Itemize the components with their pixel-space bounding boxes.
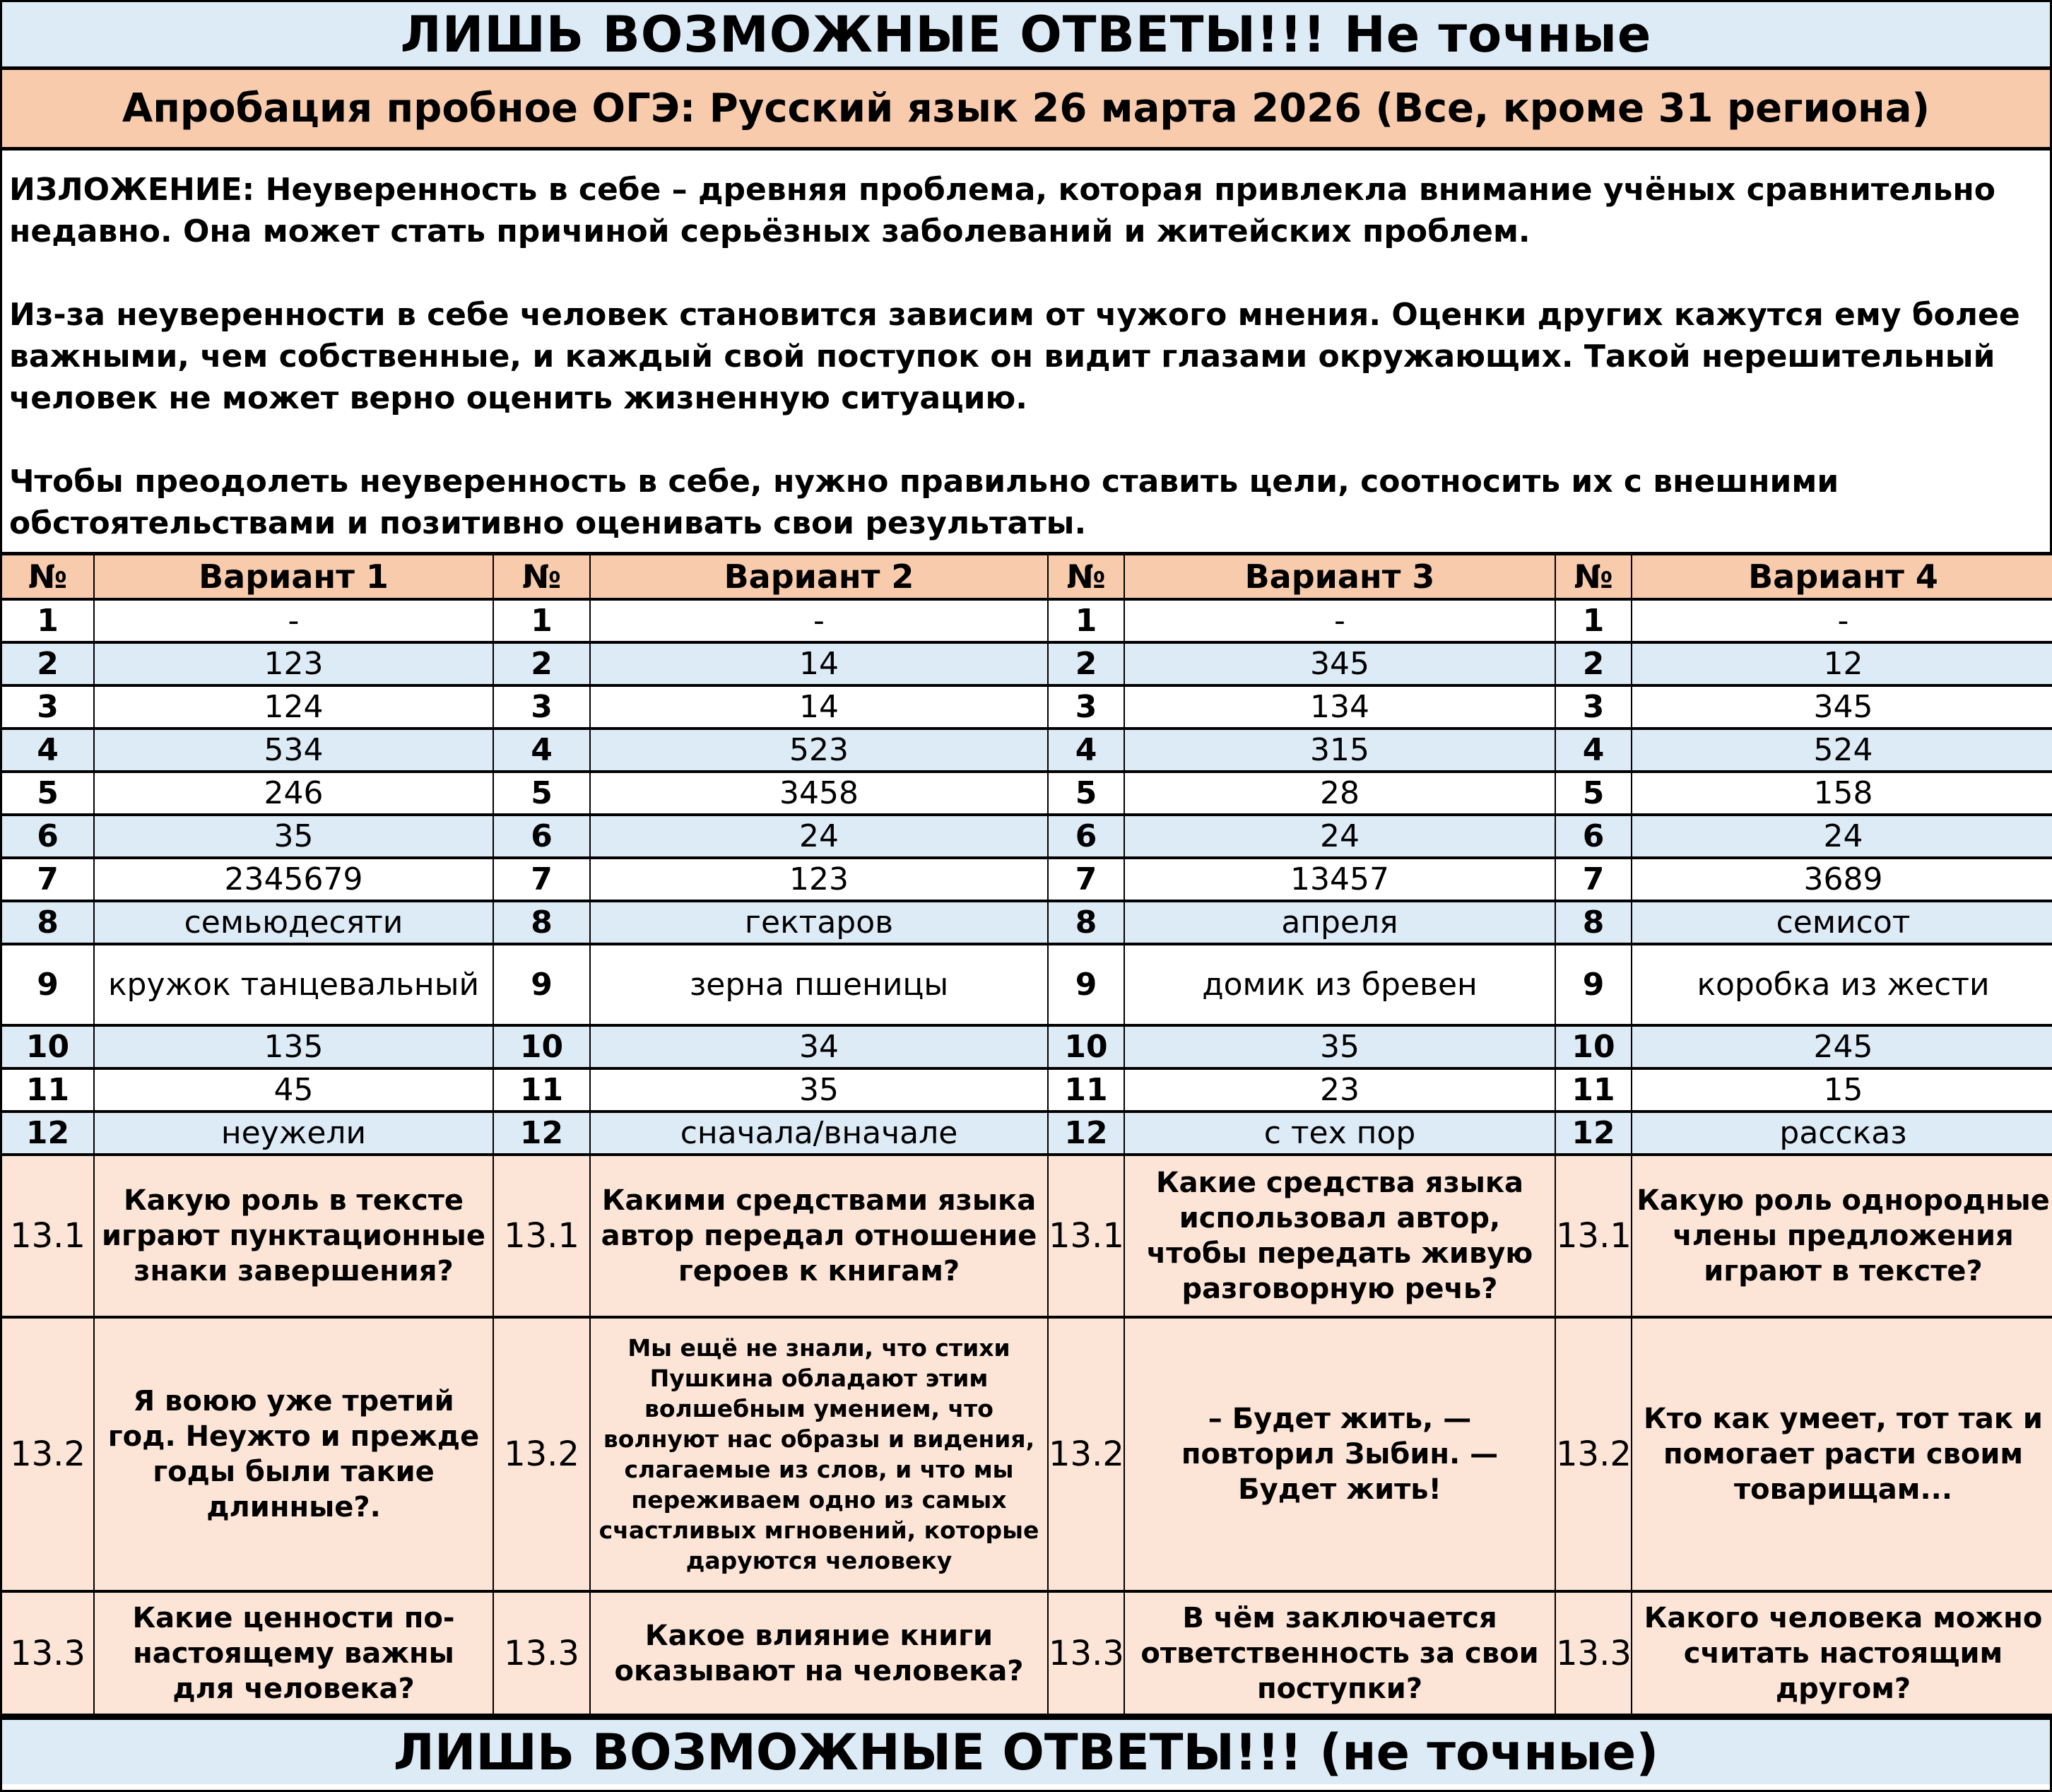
table-row xyxy=(2,944,2052,1025)
task-number: 8 xyxy=(2,901,94,944)
summary-paragraph: Из-за неуверенности в себе человек становится зависим от чужого мнения. Оценки других кажутся ему более важными, чем собственные, и каждый свой поступок он видит глазами окружающих. Такой нерешительный человек не может верно оценить жизненную ситуацию. xyxy=(9,297,2020,416)
task-number: 12 xyxy=(1555,1112,1632,1155)
task-number: 1 xyxy=(1555,599,1632,642)
table-header-row xyxy=(2,555,2052,599)
answer-variant-1: 135 xyxy=(94,1025,493,1068)
table-row xyxy=(2,858,2052,901)
task-number: 5 xyxy=(1048,772,1124,815)
task-number: 3 xyxy=(1048,685,1124,729)
task-number: 10 xyxy=(2,1025,94,1068)
question-row xyxy=(2,1591,2052,1715)
answer-variant-1: неужели xyxy=(94,1112,493,1155)
answer-variant-2: 123 xyxy=(590,858,1048,901)
answer-variant-3: 24 xyxy=(1124,815,1555,858)
task-number: 13.1 xyxy=(493,1155,590,1317)
task-number: 13.1 xyxy=(2,1155,94,1317)
task-number: 7 xyxy=(1048,858,1124,901)
answer-variant-1: 246 xyxy=(94,772,493,815)
task-number: 5 xyxy=(1555,772,1632,815)
num-header: № xyxy=(2,555,94,599)
answer-variant-4: - xyxy=(1632,599,2052,642)
task-number: 8 xyxy=(1555,901,1632,944)
answer-variant-1: кружок танцевальный xyxy=(94,944,493,1025)
question-variant-1: Какую роль в тексте играют пунктационные знаки завершения? xyxy=(94,1155,493,1317)
table-row xyxy=(2,599,2052,642)
variant-header-3: Вариант 3 xyxy=(1124,555,1555,599)
task-number: 9 xyxy=(1048,944,1124,1025)
answer-variant-4: 3689 xyxy=(1632,858,2052,901)
question-variant-2: Мы ещё не знали, что стихи Пушкина обладают этим волшебным умением, что волнуют нас образы и видения, слагаемые из слов, и что мы переживаем одно из самых счастливых мгновений, которые даруются человеку xyxy=(590,1317,1048,1591)
answer-variant-2: 24 xyxy=(590,815,1048,858)
task-number: 6 xyxy=(1555,815,1632,858)
answer-variant-2: 14 xyxy=(590,642,1048,685)
answer-variant-2: 14 xyxy=(590,685,1048,729)
answer-variant-3: 345 xyxy=(1124,642,1555,685)
answer-variant-1: 35 xyxy=(94,815,493,858)
answer-variant-3: апреля xyxy=(1124,901,1555,944)
answer-variant-3: 315 xyxy=(1124,729,1555,772)
answer-variant-3: домик из бревен xyxy=(1124,944,1555,1025)
answer-variant-3: 35 xyxy=(1124,1025,1555,1068)
task-number: 13.3 xyxy=(1555,1591,1632,1715)
question-row xyxy=(2,1155,2052,1317)
answer-variant-4: 345 xyxy=(1632,685,2052,729)
summary-text xyxy=(2,151,2050,555)
table-row xyxy=(2,901,2052,944)
task-number: 7 xyxy=(493,858,590,901)
task-number: 13.2 xyxy=(493,1317,590,1591)
table-row xyxy=(2,1068,2052,1112)
warning-banner-bottom: ЛИШЬ ВОЗМОЖНЫЕ ОТВЕТЫ!!! (не точные) xyxy=(2,1716,2050,1784)
answers-table xyxy=(2,555,2052,1716)
task-number: 13.1 xyxy=(1048,1155,1124,1317)
task-number: 11 xyxy=(1555,1068,1632,1112)
task-number: 7 xyxy=(2,858,94,901)
task-number: 12 xyxy=(2,1112,94,1155)
task-number: 10 xyxy=(493,1025,590,1068)
question-row xyxy=(2,1317,2052,1591)
answer-variant-1: 45 xyxy=(94,1068,493,1112)
answer-variant-2: 3458 xyxy=(590,772,1048,815)
task-number: 3 xyxy=(2,685,94,729)
answer-variant-1: 2345679 xyxy=(94,858,493,901)
task-number: 2 xyxy=(1048,642,1124,685)
task-number: 13.3 xyxy=(493,1591,590,1715)
answer-variant-3: 23 xyxy=(1124,1068,1555,1112)
answer-variant-1: семьюдесяти xyxy=(94,901,493,944)
task-number: 13.2 xyxy=(1048,1317,1124,1591)
answer-variant-1: - xyxy=(94,599,493,642)
task-number: 9 xyxy=(493,944,590,1025)
task-number: 4 xyxy=(1555,729,1632,772)
answer-variant-4: семисот xyxy=(1632,901,2052,944)
task-number: 2 xyxy=(493,642,590,685)
page-title: Апробация пробное ОГЭ: Русский язык 26 марта 2026 (Все, кроме 31 региона) xyxy=(2,70,2050,151)
task-number: 8 xyxy=(493,901,590,944)
answer-variant-4: 15 xyxy=(1632,1068,2052,1112)
table-row xyxy=(2,815,2052,858)
answer-variant-4: 24 xyxy=(1632,815,2052,858)
answer-variant-2: зерна пшеницы xyxy=(590,944,1048,1025)
answer-variant-3: 134 xyxy=(1124,685,1555,729)
question-variant-3: – Будет жить, — повторил Зыбин. — Будет жить! xyxy=(1124,1317,1555,1591)
answer-variant-4: коробка из жести xyxy=(1632,944,2052,1025)
table-row xyxy=(2,1112,2052,1155)
task-number: 9 xyxy=(1555,944,1632,1025)
question-variant-1: Я воюю уже третий год. Неужто и прежде годы были такие длинные?. xyxy=(94,1317,493,1591)
answer-variant-4: 158 xyxy=(1632,772,2052,815)
answer-variant-4: 524 xyxy=(1632,729,2052,772)
num-header: № xyxy=(1048,555,1124,599)
table-row xyxy=(2,729,2052,772)
task-number: 4 xyxy=(2,729,94,772)
answer-variant-3: 28 xyxy=(1124,772,1555,815)
question-variant-4: Какого человека можно считать настоящим другом? xyxy=(1632,1591,2052,1715)
answer-variant-3: 13457 xyxy=(1124,858,1555,901)
answer-variant-1: 124 xyxy=(94,685,493,729)
task-number: 9 xyxy=(2,944,94,1025)
answer-variant-2: - xyxy=(590,599,1048,642)
task-number: 1 xyxy=(2,599,94,642)
task-number: 10 xyxy=(1048,1025,1124,1068)
task-number: 3 xyxy=(1555,685,1632,729)
answer-variant-1: 123 xyxy=(94,642,493,685)
answer-variant-2: 34 xyxy=(590,1025,1048,1068)
task-number: 11 xyxy=(2,1068,94,1112)
question-variant-4: Какую роль однородные члены предложения играют в тексте? xyxy=(1632,1155,2052,1317)
answer-variant-1: 534 xyxy=(94,729,493,772)
task-number: 5 xyxy=(2,772,94,815)
question-variant-4: Кто как умеет, тот так и помогает расти своим товарищам... xyxy=(1632,1317,2052,1591)
question-variant-3: В чём заключается ответственность за свои поступки? xyxy=(1124,1591,1555,1715)
task-number: 6 xyxy=(493,815,590,858)
task-number: 13.2 xyxy=(2,1317,94,1591)
summary-paragraph: Чтобы преодолеть неуверенность в себе, нужно правильно ставить цели, соотносить их с внешними обстоятельствами и позитивно оценивать свои результаты. xyxy=(9,464,1839,541)
variant-header-2: Вариант 2 xyxy=(590,555,1048,599)
question-variant-2: Какими средствами языка автор передал отношение героев к книгам? xyxy=(590,1155,1048,1317)
task-number: 13.3 xyxy=(2,1591,94,1715)
task-number: 11 xyxy=(1048,1068,1124,1112)
task-number: 7 xyxy=(1555,858,1632,901)
answer-variant-4: 12 xyxy=(1632,642,2052,685)
answer-variant-2: 523 xyxy=(590,729,1048,772)
answer-variant-4: 245 xyxy=(1632,1025,2052,1068)
summary-paragraph: ИЗЛОЖЕНИЕ: Неуверенность в себе – древняя проблема, которая привлекла внимание учёных сравнительно недавно. Она может стать причиной серьёзных заболеваний и житейских проблем. xyxy=(9,172,1995,249)
task-number: 12 xyxy=(493,1112,590,1155)
answer-variant-4: рассказ xyxy=(1632,1112,2052,1155)
task-number: 13.3 xyxy=(1048,1591,1124,1715)
task-number: 13.1 xyxy=(1555,1155,1632,1317)
task-number: 13.2 xyxy=(1555,1317,1632,1591)
variant-header-4: Вариант 4 xyxy=(1632,555,2052,599)
task-number: 1 xyxy=(1048,599,1124,642)
table-row xyxy=(2,772,2052,815)
table-row xyxy=(2,1025,2052,1068)
num-header: № xyxy=(493,555,590,599)
task-number: 1 xyxy=(493,599,590,642)
task-number: 6 xyxy=(1048,815,1124,858)
task-number: 8 xyxy=(1048,901,1124,944)
question-variant-3: Какие средства языка использовал автор, чтобы передать живую разговорную речь? xyxy=(1124,1155,1555,1317)
answer-variant-2: 35 xyxy=(590,1068,1048,1112)
answer-variant-3: с тех пор xyxy=(1124,1112,1555,1155)
task-number: 10 xyxy=(1555,1025,1632,1068)
answer-variant-3: - xyxy=(1124,599,1555,642)
question-variant-2: Какое влияние книги оказывают на человека? xyxy=(590,1591,1048,1715)
task-number: 2 xyxy=(2,642,94,685)
num-header: № xyxy=(1555,555,1632,599)
question-variant-1: Какие ценности по-настоящему важны для человека? xyxy=(94,1591,493,1715)
table-row xyxy=(2,685,2052,729)
answer-variant-2: гектаров xyxy=(590,901,1048,944)
table-row xyxy=(2,642,2052,685)
task-number: 2 xyxy=(1555,642,1632,685)
variant-header-1: Вариант 1 xyxy=(94,555,493,599)
task-number: 4 xyxy=(493,729,590,772)
task-number: 5 xyxy=(493,772,590,815)
task-number: 6 xyxy=(2,815,94,858)
warning-banner-top: ЛИШЬ ВОЗМОЖНЫЕ ОТВЕТЫ!!! Не точные xyxy=(2,2,2050,70)
task-number: 4 xyxy=(1048,729,1124,772)
task-number: 12 xyxy=(1048,1112,1124,1155)
answer-variant-2: сначала/вначале xyxy=(590,1112,1048,1155)
task-number: 11 xyxy=(493,1068,590,1112)
task-number: 3 xyxy=(493,685,590,729)
